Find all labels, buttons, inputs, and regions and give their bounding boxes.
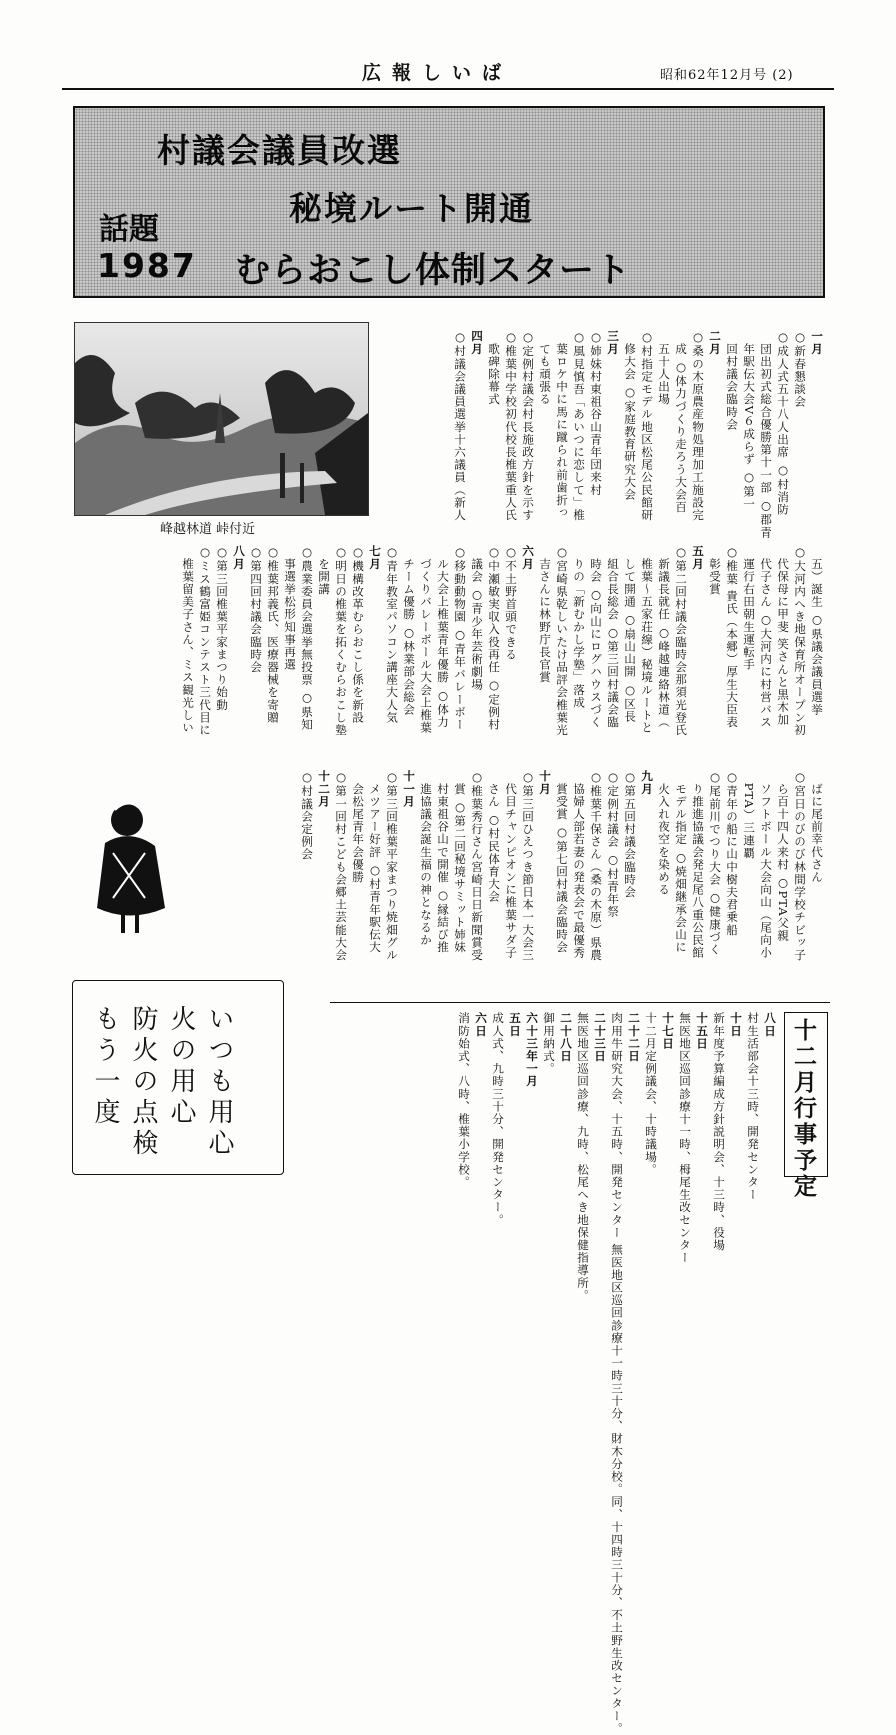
event-line: 賞受賞 ○第七回村議会臨時会 [555,770,569,954]
event-line: ○第一回村こども会郷土芸能大会 [334,770,348,962]
slogan-line: 防火の点検 [128,1005,158,1160]
event-line: ○成人式五十八人出席 ○村消防 [776,330,790,516]
photo-caption: 峰越林道 峠付近 [160,522,256,537]
event-line: ○宮日のびのび林間学校チビッ子 [793,770,807,962]
event-line: 時会 ○向山にログハウスづく [589,545,603,729]
event-line: 賞 ○第二回秘境サミット姉妹 [453,770,467,954]
banner-label-year: 1987 [97,246,197,285]
month-heading: 十二月 [317,770,331,808]
event-line: 葉ロケ中に馬に蹴られ前歯折っ [555,330,569,519]
schedule-list [318,1012,778,1735]
schedule-text: 村生活部会十三時、開発センター [746,1012,760,1201]
month-heading: 六月 [521,545,535,571]
event-line: ○中瀬敏実収入役再任 ○定例村 [487,545,501,731]
event-line: ○青年の船に山中樹夫君乗船 [725,770,739,937]
event-line: ○椎葉 貴氏（本郷）厚生大臣表 [725,545,739,729]
event-line: 事選挙松形知事再選 [283,545,297,671]
month-heading: 九月 [640,770,654,796]
event-line: ○桑の木原農産物処理加工施設完 [691,330,705,522]
headline-2: 秘境ルート開通 [289,189,534,228]
event-line: ○宮崎県乾しいたけ品評会椎葉光 [555,545,569,737]
event-line: 成 ○体力づくり走ろう大会百 [674,330,688,514]
event-line: ても頑張る [538,330,552,406]
month-heading: 三月 [606,330,620,356]
event-line: ○青年教室パソコン講座大人気 [385,545,399,724]
event-line: づくりバレーボール大会上椎葉 [419,545,433,734]
header-rule [62,88,834,90]
schedule-title: 十二月行事予定 [790,1018,817,1200]
schedule-text: 新年度予算編成方針説明会、十三時、役場 [712,1012,726,1252]
event-line: ○第二回村議会臨時会那須光登氏 [674,545,688,737]
issue-info: 昭和62年12月号 (2) [660,68,794,83]
event-line: 組合長総会 ○第三回村議会臨 [606,545,620,729]
event-line: 五十人出場 [657,330,671,406]
schedule-text: 御用納式。 [542,1012,556,1075]
event-line: ○定例村議会 ○村青年祭 [606,770,620,919]
event-line: 新議長就任 ○峰越連絡林道（ [657,545,671,729]
event-line: ○椎葉中学校初代校長椎葉重人氏 [504,330,518,522]
slogan-line: もう一度 [90,1005,120,1129]
schedule-date: 十七日 [661,1012,675,1050]
event-line: して開通 ○扇山山開 ○区長 [623,545,637,723]
events-apr-aug [80,545,825,757]
slogan-line: いつも用心 [204,1005,234,1160]
schedule-date: 八日 [763,1012,777,1038]
schedule-text: 無医地区巡回診療十一時、栂尾生改センター [678,1012,692,1264]
event-line: を開講 [317,545,331,596]
event-line: ○第三回ひえつき節日本一大会三 [521,770,535,962]
schedule-date: 十五日 [695,1012,709,1050]
month-heading: 一月 [810,330,824,356]
event-line: メツアー好評 ○村青年駅伝大 [368,770,382,954]
month-heading: 十一月 [402,770,416,808]
schedule-date: 二十二日 [627,1012,641,1063]
event-line: 椎葉〜五家荘線）秘境ルートと [640,545,654,734]
event-line: ○村議会議員選挙十六議員（新人 [453,330,467,522]
event-line: ○椎葉秀行さん宮崎日日新聞賞受 [470,770,484,962]
event-line: ○尾前川でつり大会 ○健康づく [708,770,722,956]
event-line: ル大会上椎葉青年優勝 ○体力 [436,545,450,729]
schedule-date: 二十八日 [559,1012,573,1063]
event-line: ○第三回椎葉平家まつり焼畑グル [385,770,399,962]
event-line: PTA）三連覇 [742,770,756,860]
event-line: ○不土野首頭できる [504,545,518,661]
forest-road-image [75,323,368,515]
forest-road-photo [74,322,369,516]
headline-banner [73,106,825,298]
schedule-date: 十日 [729,1012,743,1038]
schedule-text: 肉用牛研究大会、十五時、開発センター 無医地区巡回診療十一時三十分、財木分校。同、十四時三十分、不土野生改センター。 [610,1012,624,1735]
event-line: ○椎葉千保さん（桑の木原）県農 [589,770,603,962]
event-line: ○明日の椎葉を拓くむらおこし塾 [334,545,348,737]
event-line: 代保母に甲斐 笑さんと黒木加 [776,545,790,727]
headline-1: 村議会議員改選 [157,131,402,170]
events-aug-dec [210,770,825,960]
event-line: 吉さんに林野庁長官賞 [538,545,552,684]
event-line: 運行右田朝生運転手 [742,545,756,671]
event-line: ○椎葉邦義氏、医療器械を寄贈 [266,545,280,724]
schedule-date: 六日 [474,1012,488,1038]
event-line: 代子さん ○大河内に村営バス [759,545,773,729]
month-heading: 二月 [708,330,722,356]
doll-illustration [85,798,175,938]
event-line: 議会 ○青少年芸術劇場 [470,545,484,691]
schedule-rule [330,1002,830,1003]
event-line: 進協議会誕生福の神となるか [419,770,433,947]
month-heading: 十月 [538,770,552,796]
event-line: 歌碑除幕式 [487,330,501,406]
month-heading: 七月 [368,545,382,571]
month-heading: 四月 [470,330,484,356]
event-line: ○定例村議会村長施政方針を示す [521,330,535,522]
event-line: ○第三回椎葉平家まつり始動 [215,545,229,712]
event-line: 修大会 ○家庭教育研究大会 [623,330,637,501]
event-line: 会松尾青年会優勝 [351,770,365,884]
month-heading: 八月 [232,545,246,571]
event-line: 年駅伝大会V６成らず ○第一 [742,330,756,511]
event-line: ○ミス鶴富姫コンテスト三代目に [198,545,212,737]
event-line: ○村議会定例会 [300,770,314,861]
event-line: ○第五回村議会臨時会 [623,770,637,899]
event-line: ばに尾前幸代さん [810,770,824,884]
event-line: ○姉妹村東祖谷山青年団来村 [589,330,603,497]
schedule-text: 十二月定例議会、十時議場。 [644,1012,658,1176]
publication-title: 広報しいば [362,62,513,84]
event-line: ○村指定モデル地区松尾公民館研 [640,330,654,522]
event-line: りの「新むかし学塾」落成 [572,545,586,709]
headline-3: むらおこし体制スタート [235,251,632,291]
event-line: 代目チャンピオンに椎葉サダ子 [504,770,518,959]
event-line: り推進協議会発足尾八重公民館 [691,770,705,959]
schedule-text: 消防始式、八時、椎葉小学校。 [457,1012,471,1189]
event-line: ○第四回村議会臨時会 [249,545,263,674]
event-line: ○農業委員会選挙無投票 ○県知 [300,545,314,731]
month-heading: 五月 [691,545,705,571]
event-line: ○機構改革むらおこし係を新設 [351,545,365,724]
schedule-text: 無医地区巡回診療、九時、松尾へき地保健指導所。 [576,1012,590,1302]
event-line: 団出初式総合優勝第十一部 ○郡青 [759,330,773,539]
event-line: 彰受賞 [708,545,722,596]
event-line: ○移動動物園 ○青年バレーボー [453,545,467,731]
event-line: ソフトボール大会向山（尾向小 [759,770,773,959]
event-line: チーム優勝 ○林業部会総会 [402,545,416,716]
schedule-date: 五日 [508,1012,522,1038]
event-line: 回村議会臨時会 [725,330,739,431]
event-line: ○新春懇談会 [793,330,807,408]
event-line: モデル指定 ○焼畑継承会山に [674,770,688,954]
event-line: ○大河内へき地保育所オープン初 [793,545,807,737]
events-jan-apr [385,330,825,539]
event-line: 五）誕生 ○県議会議員選挙 [810,545,824,716]
fire-prevention-slogan [86,1005,238,1160]
schedule-text: 成人式、九時三十分、開発センター。 [491,1012,505,1227]
event-line: さん ○村民体育大会 [487,770,501,904]
event-line: ら百十四人来村 ○PTA父親 [776,770,790,942]
event-line: 火入れ夜空を染める [657,770,671,896]
schedule-date: 六十三年一月 [525,1012,539,1088]
event-line: 協婦人部若妻の発表会で最優秀 [572,770,586,959]
slogan-line: 火の用心 [166,1005,196,1129]
schedule-date: 二十三日 [593,1012,607,1063]
banner-label-topic: 話題 [99,212,159,247]
event-line: ○風見慎吾「あいつに恋して」椎 [572,330,586,522]
event-line: 椎葉留美子さん、ミス観光しい [181,545,195,734]
event-line: 村東祖谷山で開催 ○縁結び推 [436,770,450,954]
